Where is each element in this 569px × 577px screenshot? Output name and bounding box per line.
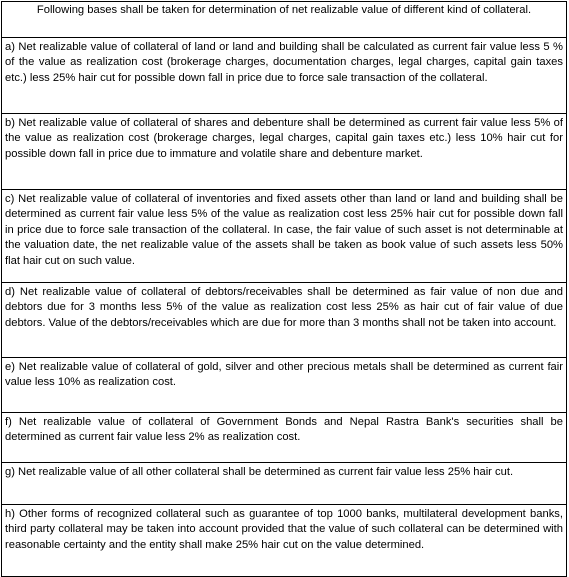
table-row-other-collateral [2, 463, 567, 505]
clause-g-text: g) Net realizable value of all other collateral shall be determined as current fair value less 25% hair cut. [2, 463, 567, 505]
clause-b-text: b) Net realizable value of collateral of shares and debenture shall be determined as current fair value less 5% of the value as realization cost (brokerage charges, legal charges, capital gain taxes etc.) less 10% hair cut for possible down fall in price due to immature and volatile share and debenture market. [2, 114, 567, 190]
table-row-shares-debenture [2, 114, 567, 190]
clause-d-text: d) Net realizable value of collateral of debtors/receivables shall be determined as fair value of non due and debtors due for 3 months less 5% of the value as realization cost less 25% as hair cut of fair value of due debtors. Value of the debtors/receivables which are due for more than 3 months shall not be taken into account. [2, 283, 567, 358]
table-row-debtors-receivables [2, 283, 567, 358]
collateral-valuation-table [1, 1, 567, 577]
table-header-cell: Following bases shall be taken for determination of net realizable value of different kind of collateral. [2, 2, 567, 38]
table-row-land-building [2, 38, 567, 114]
clause-h-text: h) Other forms of recognized collateral such as guarantee of top 1000 banks, multilateral development banks, third party collateral may be taken into account provided that the value of such collateral can be determined with reasonable certainty and the entity shall make 25% hair cut on the value determined. [2, 505, 567, 577]
clause-a-text: a) Net realizable value of collateral of land or land and building shall be calculated as current fair value less 5 % of the value as realization cost (brokerage charges, documentation charges, legal charges, capital gain taxes etc.) less 25% hair cut for possible down fall in price due to force sale transaction of the collateral. [2, 38, 567, 114]
table-row-recognized-collateral [2, 505, 567, 577]
table-header-row [2, 2, 567, 38]
clause-c-text: c) Net realizable value of collateral of inventories and fixed assets other than land or land and building shall be determined as current fair value less 5% of the value as realization cost less 25% hair cut for possible down fall in price due to force sale transaction of the collateral. In case, the fair value of such asset is not determinable at the valuation date, the net realizable value of the assets shall be taken as book value of such assets less 50% flat hair cut on such value. [2, 190, 567, 283]
table-row-government-bonds [2, 413, 567, 463]
table-row-precious-metals [2, 358, 567, 413]
clause-e-text: e) Net realizable value of collateral of gold, silver and other precious metals shall be determined as current fair value less 10% as realization cost. [2, 358, 567, 413]
table-row-inventories-fixed-assets [2, 190, 567, 283]
clause-f-text: f) Net realizable value of collateral of Government Bonds and Nepal Rastra Bank's securities shall be determined as current fair value less 2% as realization cost. [2, 413, 567, 463]
